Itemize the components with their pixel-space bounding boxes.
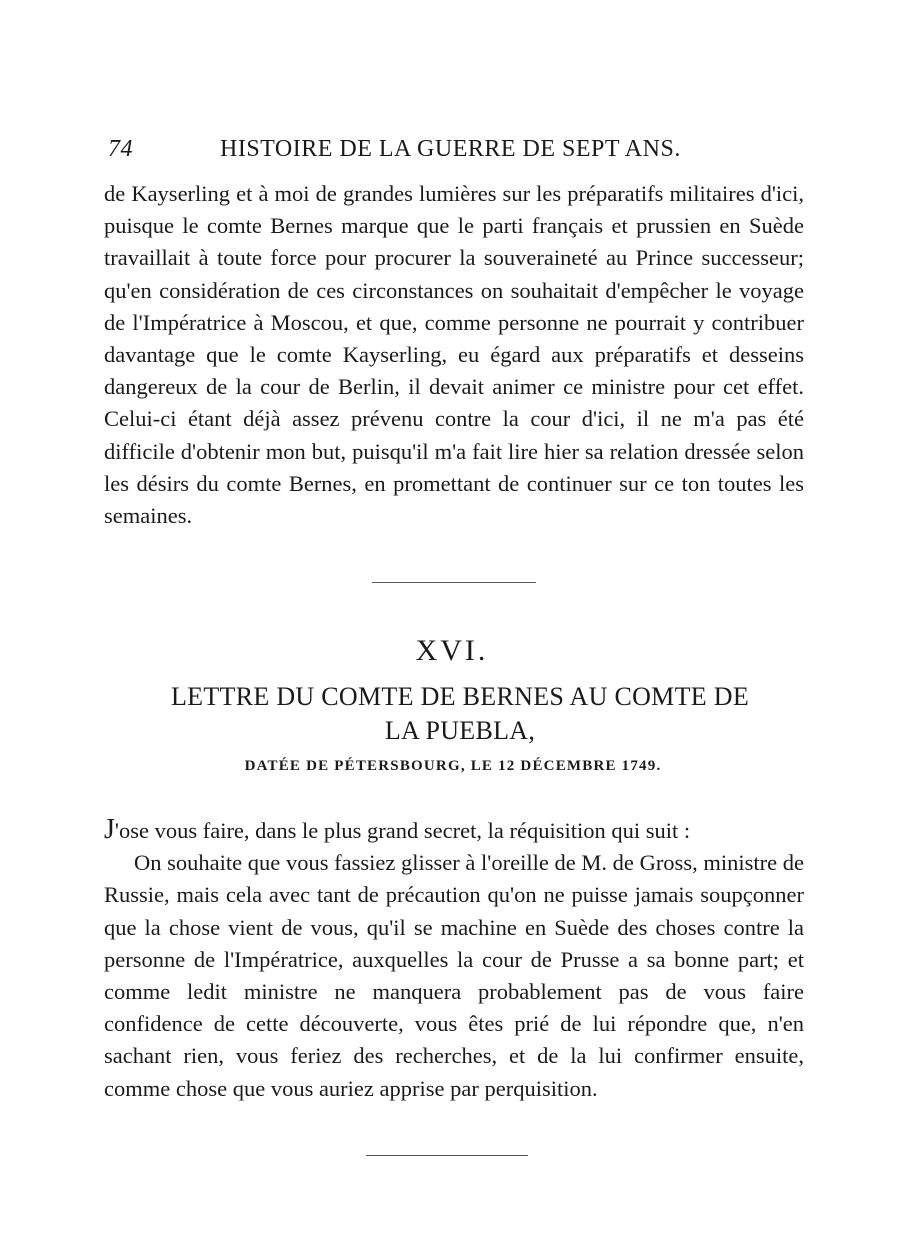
letter-paragraph: On souhaite que vous fassiez glisser à l'oreille de M. de Gross, ministre de Russie, mais cela avec tant de précaution qu'on ne puisse jamais soupçonner que la chose vient de vous, qu'il se machine en Suède des choses contre la personne de l'Impératrice, auxquelles la cour de Prusse a sa bonne part; et comme ledit ministre ne manquera probablement pas de vous faire confidence de cette découverte, vous êtes prié de lui répondre que, n'en sachant rien, vous feriez des recherches, et de la lui confirmer ensuite, comme chose que vous auriez apprise par perquisition. (104, 850, 804, 1101)
chapter-title: LETTRE DU COMTE DE BERNES AU COMTE DE LA PUEBLA, (170, 682, 750, 745)
chapter-number: XVI. (415, 634, 489, 667)
page-number: 74 (108, 136, 133, 162)
chapter-dateline: DATÉE DE PÉTERSBOURG, LE 12 DÉCEMBRE 1749. (244, 758, 662, 774)
running-title: HISTOIRE DE LA GUERRE DE SEPT ANS. (220, 136, 681, 162)
section-divider (372, 582, 536, 583)
running-head (104, 136, 704, 166)
initial-letter: J (104, 814, 115, 845)
letter-body (104, 814, 804, 1105)
continuation-paragraph (104, 178, 804, 532)
letter-opening (104, 814, 804, 847)
end-divider (366, 1155, 528, 1156)
letter-opening-text: 'ose vous faire, dans le plus grand secret, la réquisition qui suit : (114, 818, 691, 843)
continuation-text: de Kayserling et à moi de grandes lumières sur les préparatifs militaires d'ici, puisque le comte Bernes marque que le parti français et prussien en Suède travaillait à toute force pour procurer la souveraineté au Prince successeur; qu'en considération de ces circonstances on souhaitait d'empêcher le voyage de l'Impératrice à Moscou, et que, comme personne ne pourrait y contribuer davantage que le comte Kayserling, eu égard aux préparatifs et desseins dangereux de la cour de Berlin, il devait animer ce ministre pour cet effet. Celui-ci étant déjà assez prévenu contre la cour d'ici, il ne m'a pas été difficile d'obtenir mon but, puisqu'il m'a fait lire hier sa relation dressée selon les désirs du comte Bernes, en promettant de continuer sur ce ton toutes les semaines. (104, 181, 804, 529)
